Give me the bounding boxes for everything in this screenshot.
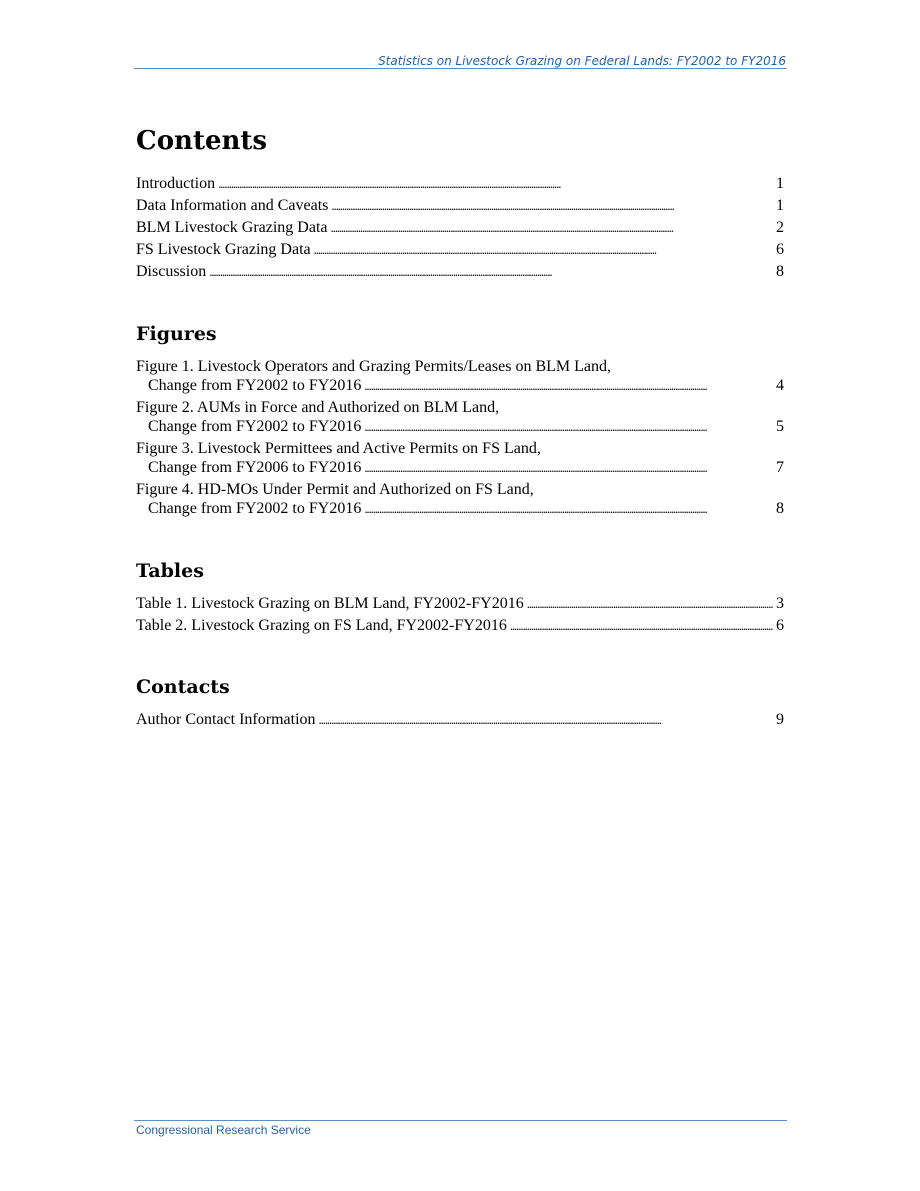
toc-item-page: 1 <box>776 175 784 192</box>
figure-toc-item[interactable] <box>136 398 784 436</box>
toc-item-label: BLM Livestock Grazing Data <box>136 219 328 236</box>
toc-item-label: Discussion <box>136 263 207 280</box>
toc-item-label: Table 1. Livestock Grazing on BLM Land, FY2002-FY2016 <box>136 595 524 612</box>
toc-item[interactable] <box>136 240 784 259</box>
toc-item[interactable] <box>136 196 784 215</box>
dot-leader <box>364 499 773 518</box>
footer-text: Congressional Research Service <box>136 1123 311 1137</box>
toc-item-page: 5 <box>776 418 784 435</box>
contacts-heading: Contacts <box>136 676 230 698</box>
toc-item-label: Data Information and Caveats <box>136 197 329 214</box>
contents-heading: Contents <box>136 126 268 156</box>
table-toc-item[interactable] <box>136 594 784 613</box>
toc-item-label: Author Contact Information <box>136 711 316 728</box>
toc-item-page: 1 <box>776 197 784 214</box>
dot-leader <box>364 417 773 436</box>
dot-leader <box>331 196 773 215</box>
toc-item-page: 3 <box>776 595 784 612</box>
figure-item-subtitle: Change from FY2006 to FY2016 <box>148 459 362 476</box>
toc-item-page: 6 <box>776 617 784 634</box>
figure-item-subtitle: Change from FY2002 to FY2016 <box>148 377 362 394</box>
figure-item-title: Figure 2. AUMs in Force and Authorized on BLM Land, <box>136 399 500 416</box>
dot-leader <box>209 262 773 281</box>
toc-item-label: FS Livestock Grazing Data <box>136 241 311 258</box>
toc-item[interactable] <box>136 174 784 193</box>
toc-item[interactable] <box>136 262 784 281</box>
figures-list <box>136 357 784 521</box>
figure-toc-item[interactable] <box>136 357 784 395</box>
running-header: Statistics on Livestock Grazing on Federal Lands: FY2002 to FY2016 <box>378 54 786 68</box>
toc-item-page: 8 <box>776 500 784 517</box>
tables-heading: Tables <box>136 560 204 582</box>
dot-leader <box>510 616 773 635</box>
header-rule <box>134 68 787 69</box>
toc-item-page: 2 <box>776 219 784 236</box>
dot-leader <box>364 458 773 477</box>
figure-item-title: Figure 1. Livestock Operators and Grazing Permits/Leases on BLM Land, <box>136 358 611 375</box>
dot-leader <box>319 710 773 729</box>
toc-item-page: 8 <box>776 263 784 280</box>
figure-item-subtitle: Change from FY2002 to FY2016 <box>148 418 362 435</box>
dot-leader <box>218 174 773 193</box>
toc-item-page: 9 <box>776 711 784 728</box>
figures-heading: Figures <box>136 323 217 345</box>
contents-list <box>136 174 784 284</box>
contacts-list <box>136 710 784 732</box>
dot-leader <box>527 594 773 613</box>
toc-item-page: 7 <box>776 459 784 476</box>
figure-item-title: Figure 4. HD-MOs Under Permit and Authorized on FS Land, <box>136 481 534 498</box>
toc-item-page: 6 <box>776 241 784 258</box>
dot-leader <box>331 218 774 237</box>
figure-item-subtitle: Change from FY2002 to FY2016 <box>148 500 362 517</box>
contact-toc-item[interactable] <box>136 710 784 729</box>
figure-toc-item[interactable] <box>136 480 784 518</box>
figure-item-title: Figure 3. Livestock Permittees and Active Permits on FS Land, <box>136 440 541 457</box>
table-toc-item[interactable] <box>136 616 784 635</box>
dot-leader <box>364 376 773 395</box>
tables-list <box>136 594 784 638</box>
toc-item-label: Table 2. Livestock Grazing on FS Land, FY2002-FY2016 <box>136 617 507 634</box>
toc-item-page: 4 <box>776 377 784 394</box>
figure-toc-item[interactable] <box>136 439 784 477</box>
footer-rule <box>134 1120 787 1121</box>
toc-item-label: Introduction <box>136 175 216 192</box>
dot-leader <box>314 240 773 259</box>
toc-item[interactable] <box>136 218 784 237</box>
